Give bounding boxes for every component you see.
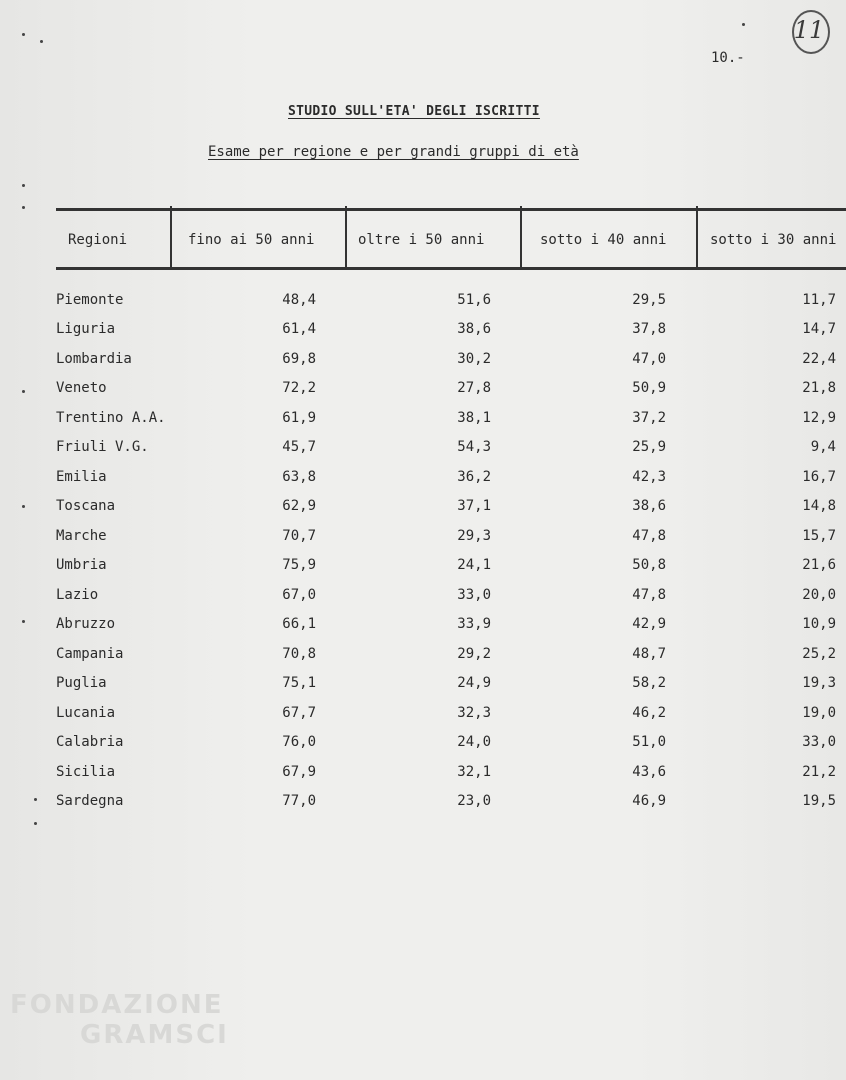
table-row	[56, 403, 836, 433]
margin-speck	[22, 184, 25, 187]
table-header-rule	[56, 267, 846, 270]
value-sotto-40: 51,0	[632, 734, 666, 751]
value-sotto-30: 22,4	[802, 350, 836, 367]
value-fino-50: 70,7	[282, 527, 316, 544]
value-sotto-30: 12,9	[802, 409, 836, 426]
table-row	[56, 285, 836, 315]
value-sotto-30: 16,7	[802, 468, 836, 485]
table-row	[56, 344, 836, 374]
value-oltre-50: 29,3	[457, 527, 491, 544]
value-sotto-40: 25,9	[632, 439, 666, 456]
watermark-line1: FONDAZIONE	[10, 990, 224, 1020]
value-sotto-40: 42,9	[632, 616, 666, 633]
margin-speck	[22, 390, 25, 393]
value-sotto-40: 47,8	[632, 527, 666, 544]
column-divider	[170, 206, 172, 268]
margin-speck	[40, 40, 43, 43]
value-oltre-50: 24,0	[457, 734, 491, 751]
value-fino-50: 62,9	[282, 498, 316, 515]
margin-speck	[22, 620, 25, 623]
table-row	[56, 757, 836, 787]
value-sotto-40: 37,8	[632, 321, 666, 338]
region-cell: Toscana	[56, 498, 116, 515]
region-cell: Calabria	[56, 734, 124, 751]
value-oltre-50: 24,1	[457, 557, 491, 574]
table-row	[56, 610, 836, 640]
region-cell: Trentino A.A.	[56, 409, 166, 426]
table-row	[56, 492, 836, 522]
region-cell: Umbria	[56, 557, 107, 574]
value-sotto-40: 37,2	[632, 409, 666, 426]
margin-speck	[22, 206, 25, 209]
value-sotto-30: 11,7	[802, 291, 836, 308]
table-row	[56, 521, 836, 551]
margin-speck	[34, 822, 37, 825]
table-row	[56, 728, 836, 758]
value-sotto-30: 19,5	[802, 793, 836, 810]
value-oltre-50: 33,9	[457, 616, 491, 633]
margin-speck	[22, 33, 25, 36]
value-oltre-50: 27,8	[457, 380, 491, 397]
table-row	[56, 639, 836, 669]
table-row	[56, 698, 836, 728]
value-sotto-40: 50,9	[632, 380, 666, 397]
table-row	[56, 669, 836, 699]
value-sotto-40: 48,7	[632, 645, 666, 662]
table-row	[56, 787, 836, 817]
value-oltre-50: 32,3	[457, 704, 491, 721]
value-sotto-40: 46,2	[632, 704, 666, 721]
value-sotto-30: 21,8	[802, 380, 836, 397]
table-row	[56, 315, 836, 345]
page-number: 10.-	[711, 50, 745, 66]
value-fino-50: 63,8	[282, 468, 316, 485]
value-fino-50: 76,0	[282, 734, 316, 751]
region-cell: Sardegna	[56, 793, 124, 810]
region-cell: Marche	[56, 527, 107, 544]
column-header-sotto-30: sotto i 30 anni	[710, 232, 837, 248]
region-cell: Lucania	[56, 704, 116, 721]
value-sotto-30: 14,7	[802, 321, 836, 338]
value-oltre-50: 54,3	[457, 439, 491, 456]
document-title: STUDIO SULL'ETA' DEGLI ISCRITTI	[288, 104, 540, 119]
value-sotto-40: 46,9	[632, 793, 666, 810]
value-oltre-50: 24,9	[457, 675, 491, 692]
watermark	[10, 990, 229, 1050]
value-sotto-40: 42,3	[632, 468, 666, 485]
margin-speck	[34, 798, 37, 801]
value-oltre-50: 23,0	[457, 793, 491, 810]
value-fino-50: 70,8	[282, 645, 316, 662]
value-oltre-50: 32,1	[457, 763, 491, 780]
value-fino-50: 48,4	[282, 291, 316, 308]
value-oltre-50: 33,0	[457, 586, 491, 603]
region-cell: Liguria	[56, 321, 116, 338]
value-oltre-50: 29,2	[457, 645, 491, 662]
value-sotto-40: 50,8	[632, 557, 666, 574]
value-sotto-40: 43,6	[632, 763, 666, 780]
value-sotto-30: 21,2	[802, 763, 836, 780]
value-fino-50: 67,0	[282, 586, 316, 603]
value-fino-50: 61,9	[282, 409, 316, 426]
table-row	[56, 551, 836, 581]
column-header-fino-50: fino ai 50 anni	[188, 232, 315, 248]
column-header-sotto-40: sotto i 40 anni	[540, 232, 667, 248]
value-fino-50: 67,9	[282, 763, 316, 780]
table-row	[56, 433, 836, 463]
value-fino-50: 66,1	[282, 616, 316, 633]
column-header-oltre-50: oltre i 50 anni	[358, 232, 485, 248]
value-fino-50: 67,7	[282, 704, 316, 721]
value-sotto-30: 19,0	[802, 704, 836, 721]
value-fino-50: 75,1	[282, 675, 316, 692]
value-sotto-30: 10,9	[802, 616, 836, 633]
value-oltre-50: 37,1	[457, 498, 491, 515]
value-oltre-50: 36,2	[457, 468, 491, 485]
value-oltre-50: 30,2	[457, 350, 491, 367]
region-cell: Sicilia	[56, 763, 116, 780]
value-oltre-50: 38,1	[457, 409, 491, 426]
region-cell: Piemonte	[56, 291, 124, 308]
value-fino-50: 61,4	[282, 321, 316, 338]
column-divider	[345, 206, 347, 268]
value-sotto-30: 9,4	[810, 439, 836, 456]
column-divider	[696, 206, 698, 268]
value-oltre-50: 38,6	[457, 321, 491, 338]
value-sotto-40: 47,0	[632, 350, 666, 367]
value-fino-50: 72,2	[282, 380, 316, 397]
value-sotto-40: 58,2	[632, 675, 666, 692]
watermark-line2: GRAMSCI	[80, 1020, 229, 1050]
value-sotto-40: 47,8	[632, 586, 666, 603]
table-top-rule	[56, 208, 846, 211]
table-row	[56, 462, 836, 492]
document-subtitle: Esame per regione e per grandi gruppi di età	[208, 144, 579, 160]
value-sotto-30: 14,8	[802, 498, 836, 515]
value-sotto-30: 21,6	[802, 557, 836, 574]
value-sotto-30: 33,0	[802, 734, 836, 751]
region-cell: Lombardia	[56, 350, 132, 367]
folio-number: 11	[793, 16, 825, 44]
data-table	[56, 285, 836, 816]
region-cell: Friuli V.G.	[56, 439, 149, 456]
column-header-regioni: Regioni	[68, 232, 128, 248]
value-sotto-40: 38,6	[632, 498, 666, 515]
table-row	[56, 374, 836, 404]
value-fino-50: 75,9	[282, 557, 316, 574]
value-fino-50: 45,7	[282, 439, 316, 456]
region-cell: Campania	[56, 645, 124, 662]
value-oltre-50: 51,6	[457, 291, 491, 308]
margin-speck	[22, 505, 25, 508]
region-cell: Lazio	[56, 586, 99, 603]
region-cell: Veneto	[56, 380, 107, 397]
table-row	[56, 580, 836, 610]
column-divider	[520, 206, 522, 268]
value-sotto-30: 15,7	[802, 527, 836, 544]
value-sotto-30: 25,2	[802, 645, 836, 662]
value-sotto-30: 19,3	[802, 675, 836, 692]
region-cell: Puglia	[56, 675, 107, 692]
margin-speck	[742, 23, 745, 26]
value-sotto-30: 20,0	[802, 586, 836, 603]
value-fino-50: 77,0	[282, 793, 316, 810]
region-cell: Abruzzo	[56, 616, 116, 633]
region-cell: Emilia	[56, 468, 107, 485]
value-fino-50: 69,8	[282, 350, 316, 367]
value-sotto-40: 29,5	[632, 291, 666, 308]
